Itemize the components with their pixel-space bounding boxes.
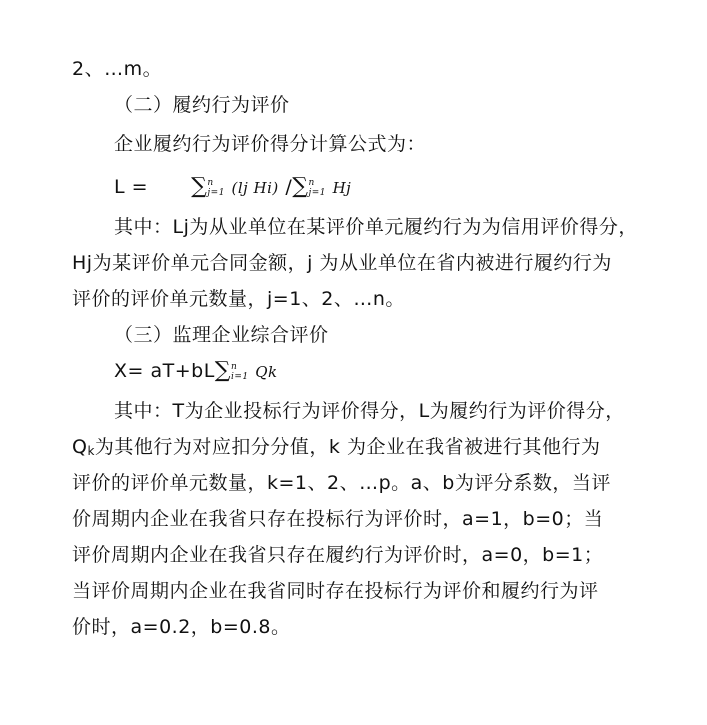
text-line-case-3: 当评价周期内企业在我省同时存在投标行为评价和履约行为评	[72, 580, 599, 602]
formula2-limits	[231, 362, 249, 382]
formula1-lhs: L =	[114, 176, 149, 198]
formula2-sum-upper: n	[231, 361, 238, 372]
formula1-slash: /	[285, 176, 293, 198]
text-line-hj: Hj为某评价单元合同金额，j 为从业单位在省内被进行履约行为	[72, 252, 612, 274]
formula2-term: Qk	[255, 363, 278, 381]
sigma-icon: ∑	[214, 358, 232, 383]
text-line-k-count: 评价的评价单元数量，k=1、2、…p。a、b为评分系数，当评	[72, 472, 611, 494]
formula-performance-score	[114, 172, 351, 203]
formula1-numerator-term: (lj Hi)	[231, 179, 279, 197]
text-line-formula-intro: 企业履约行为评价得分计算公式为：	[114, 133, 427, 155]
text-line-case-3-end: 价时，a=0.2，b=0.8。	[72, 616, 291, 638]
formula1-limits	[207, 178, 225, 198]
section-heading-performance: （二）履约行为评价	[114, 94, 290, 116]
qk-sub: k	[87, 444, 95, 458]
formula1-sum-lower-2: j=1	[308, 187, 327, 198]
text-line-where-t: 其中：T为企业投标行为评价得分，L为履约行为评价得分，	[114, 400, 625, 422]
qk-text: 为其他行为对应扣分分值，k 为企业在我省被进行其他行为	[94, 436, 601, 458]
formula1-denominator-term: Hj	[332, 179, 352, 197]
formula2-sum-lower: i=1	[231, 371, 249, 382]
formula2-lhs: X= aT+bL	[114, 360, 215, 382]
qk-base: Q	[72, 436, 88, 458]
text-line-1: 2、…m。	[72, 58, 163, 80]
sigma-icon: ∑	[191, 174, 208, 199]
formula-composite-score	[114, 356, 278, 387]
formula1-sum-upper: n	[207, 177, 214, 188]
text-line-case-1: 价周期内企业在我省只存在投标行为评价时，a=1，b=0；当	[72, 508, 604, 530]
formula1-limits-2	[308, 178, 326, 198]
text-line-qk	[72, 432, 600, 466]
text-line-units-count: 评价的评价单元数量，j=1、2、…n。	[72, 288, 405, 310]
text-line-where-lj: 其中：Lj为从业单位在某评价单元履约行为为信用评价得分，	[114, 216, 638, 238]
formula1-sum-lower: j=1	[207, 187, 225, 198]
section-heading-supervision: （三）监理企业综合评价	[114, 324, 329, 346]
sigma-icon: ∑	[292, 174, 309, 199]
formula1-sum-upper-2: n	[308, 177, 315, 188]
text-line-case-2: 评价周期内企业在我省只存在履约行为评价时，a=0，b=1；	[72, 544, 604, 566]
